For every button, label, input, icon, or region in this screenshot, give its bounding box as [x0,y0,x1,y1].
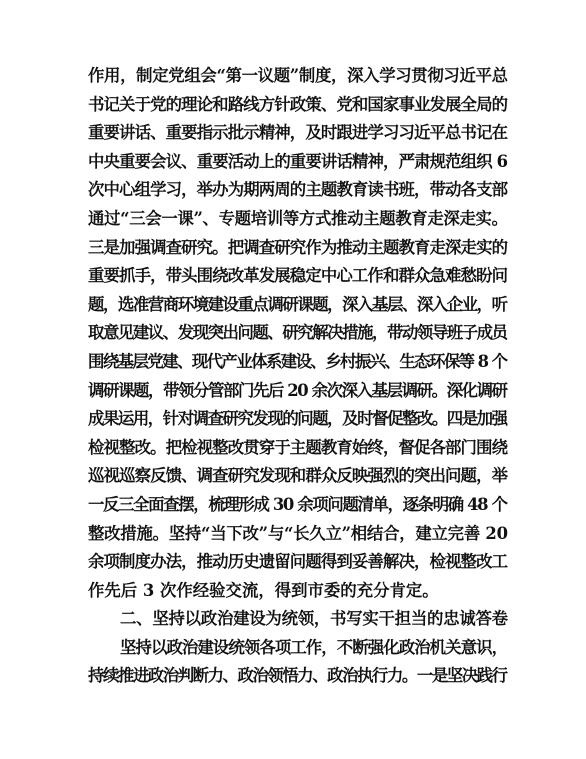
text-line: 调研课题，带领分管部门先后 20 余次深入基层调研。深化调研 [88,380,507,400]
text-line: 作用，制定党组会“第一议题”制度，深入学习贯彻习近平总 [88,66,508,85]
text-line: 成果运用，针对调查研究发现的问题，及时督促整改。四是加强 [88,409,507,429]
document-body [88,62,508,691]
text-line: 书记关于党的理论和路线方针政策、党和国家事业发展全局的 [88,94,508,114]
text-line: 重要讲话、重要指示批示精神，及时跟进学习习近平总书记在 [88,123,508,143]
paragraph-first-line: 坚持以政治建设统领各项工作，不断强化政治机关意识， [120,637,508,657]
text-line: 三是加强调查研究。把调查研究作为推动主题教育走深走实的 [88,237,508,257]
text-line: 取意见建议、发现突出问题、研究解决措施，带动领导班子成员 [88,323,507,343]
text-line: 余项制度办法，推动历史遗留问题得到妥善解决，检视整改工 [88,552,508,572]
text-line: 巡视巡察反馈、调查研究发现和群众反映强烈的突出问题，举 [88,466,508,486]
text-line: 一反三全面查摆，梳理形成 30 余项问题清单，逐条明确 48 个 [88,494,507,514]
text-line: 检视整改。把检视整改贯穿于主题教育始终，督促各部门围绕 [88,437,508,457]
section-heading: 二、坚持以政治建设为统领，书写实干担当的忠诚答卷 [120,609,508,629]
text-line: 整改措施。坚持“当下改”与“长久立”相结合，建立完善 20 [88,523,508,543]
text-line: 通过“三会一课”、专题培训等方式推动主题教育走深走实。 [88,208,508,228]
text-line: 作先后 3 次作经验交流，得到市委的充分肯定。 [88,580,439,600]
text-line: 中央重要会议、重要活动上的重要讲话精神，严肃规范组织 6 [88,151,508,171]
text-line: 围绕基层党建、现代产业体系建设、乡村振兴、生态环保等 8 个 [88,351,507,371]
text-line: 重要抓手，带头围绕改革发展稳定中心工作和群众急难愁盼问 [88,266,508,286]
text-line: 持续推进政治判断力、政治领悟力、政治执行力。一是坚决践行 [88,666,507,686]
text-line: 题，选准营商环境建设重点调研课题，深入基层、深入企业，听 [88,294,507,314]
text-line: 次中心组学习，举办为期两周的主题教育读书班，带动各支部 [88,180,508,200]
